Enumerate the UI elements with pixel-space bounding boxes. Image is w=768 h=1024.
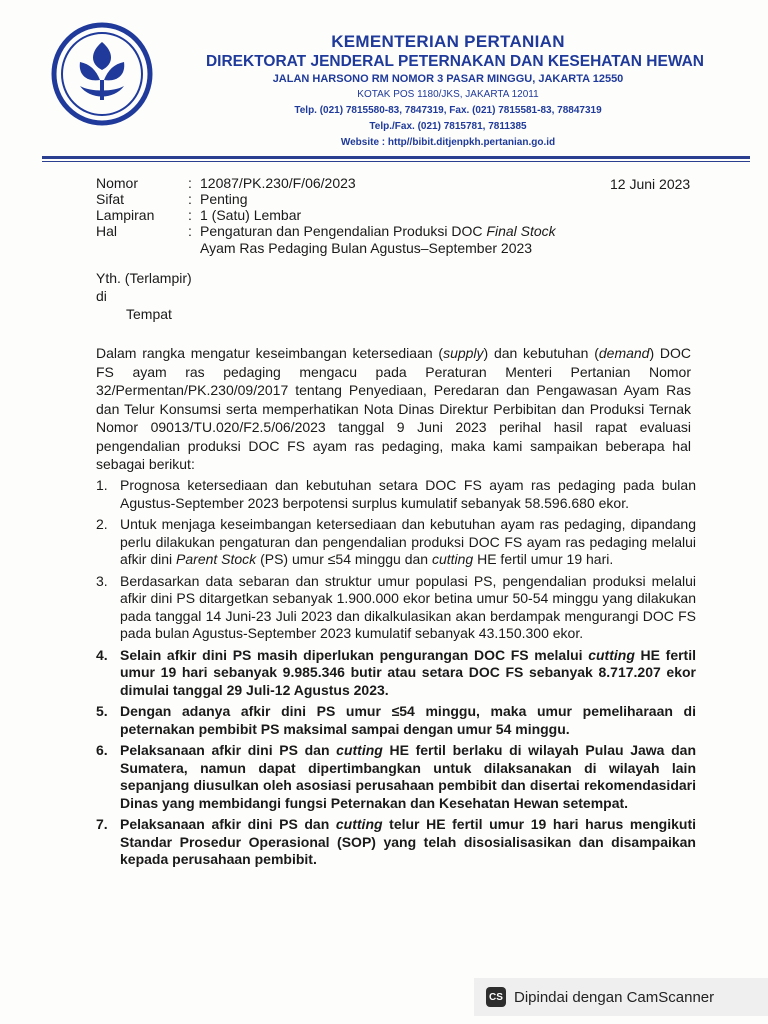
nomor-colon: : <box>188 175 192 191</box>
header-telfax: Telp./Fax. (021) 7815781, 7811385 <box>369 121 527 132</box>
lampiran-label: Lampiran <box>96 207 155 223</box>
hal-value: Pengaturan dan Pengendalian Produksi DOC Final Stock Ayam Ras Pedaging Bulan Agustus–September 2023 <box>200 223 556 256</box>
header-website: Website : http//bibit.ditjenpkh.pertanian.go.id <box>340 137 556 148</box>
header-rule <box>42 156 750 159</box>
nomor-value: 12087/PK.230/F/06/2023 <box>200 175 356 191</box>
list-item: 1. Prognosa ketersediaan dan kebutuhan setara DOC FS ayam ras pedaging pada bulan Agustus-September 2023 berpotensi surplus kumulatif sebanyak 58.596.680 ekor. <box>96 477 696 511</box>
list-item: 6. Pelaksanaan afkir dini PS dan cutting HE fertil berlaku di wilayah Pulau Jawa dan Sumatera, namun dapat dipertimbangkan untuk dilaksanakan di wilayah lain sepanjang diusulkan oleh asosiasi perusahaan pembibit dan disertai rekomendasidari Dinas yang membidangi fungsi Peternakan dan Kesehatan Hewan setempat. <box>96 742 696 811</box>
hal-label: Hal <box>96 223 118 239</box>
intro-paragraph: Dalam rangka mengatur keseimbangan ketersediaan (supply) dan kebutuhan (demand) DOC FS ayam ras pedaging mengacu pada Peraturan Menteri Pertanian Nomor 32/Permentan/PK.230/09/2017 tentang Penyediaan, Peredaran dan Pengawasan Ayam Ras dan Telur Konsumsi serta memperhatikan Nota Dinas Direktur Perbibitan dan Produksi Ternak Nomor 09013/TU.020/F2.5/06/2023 tanggal 9 Juni 2023 perihal hasil rapat evaluasi pengendalian produksi DOC FS ayam ras pedaging, maka kami sampaikan beberapa hal sebagai berikut: <box>96 345 691 472</box>
ministry-logo-icon <box>50 22 154 126</box>
letter-date: 12 Juni 2023 <box>610 176 691 192</box>
sifat-label: Sifat <box>96 191 125 207</box>
header-rule-thin <box>42 161 750 162</box>
list-item: 3. Berdasarkan data sebaran dan struktur umur populasi PS, pengendalian produksi melalui afkir dini PS ditargetkan sebanyak 1.900.000 ekor betina umur 50-54 minggu yang dilakukan pada tanggal 14 Juni-23 Juli 2023 dan dikalkulasikan akan berdampak mengurangi DOC FS pada bulan Agustus-September 2023 kumulatif sebanyak 43.150.300 ekor. <box>96 572 696 641</box>
camscanner-watermark <box>474 978 768 1016</box>
header-address: JALAN HARSONO RM NOMOR 3 PASAR MINGGU, JAKARTA 12550 <box>272 73 624 85</box>
list-item: 2. Untuk menjaga keseimbangan ketersediaan dan kebutuhan ayam ras pedaging, dipandang perlu dilakukan pengaturan dan pengendalian produksi DOC FS ayam ras pedaging melalui afkir dini Parent Stock (PS) umur ≤54 minggu dan cutting HE fertil umur 19 hari. <box>96 516 696 567</box>
camscanner-icon: CS <box>486 987 506 1007</box>
addressee-yth: Yth. (Terlampir) <box>96 270 192 286</box>
sifat-value: Penting <box>200 191 248 207</box>
list-item: 7. Pelaksanaan afkir dini PS dan cutting telur HE fertil umur 19 hari harus mengikuti Standar Prosedur Operasional (SOP) yang telah disosialisasikan dan disampaikan kepada perusahaan pembibit. <box>96 816 696 867</box>
directorate-name: DIREKTORAT JENDERAL PETERNAKAN DAN KESEHATAN HEWAN <box>205 53 705 70</box>
header-pobox: KOTAK POS 1180/JKS, JAKARTA 12011 <box>357 89 539 100</box>
list-item: 4. Selain afkir dini PS masih diperlukan pengurangan DOC FS melalui cutting HE fertil umur 19 hari sebanyak 9.985.346 butir atau setara DOC FS sebanyak 8.717.207 ekor dimulai tanggal 29 Juli-12 Agustus 2023. <box>96 646 696 698</box>
lampiran-colon: : <box>188 207 192 223</box>
header-phone: Telp. (021) 7815580-83, 7847319, Fax. (021) 7815581-83, 78847319 <box>294 105 602 116</box>
hal-colon: : <box>188 223 192 239</box>
list-item: 5. Dengan adanya afkir dini PS umur ≤54 minggu, maka umur pemeliharaan di peternakan pembibit PS maksimal sampai dengan umur 54 minggu. <box>96 703 696 737</box>
addressee-tempat: Tempat <box>126 306 172 322</box>
addressee-di: di <box>96 288 107 304</box>
ministry-name: KEMENTERIAN PERTANIAN <box>331 32 565 51</box>
watermark-text: Dipindai dengan CamScanner <box>514 988 715 1006</box>
points-list <box>96 477 696 873</box>
nomor-label: Nomor <box>96 175 139 191</box>
lampiran-value: 1 (Satu) Lembar <box>200 207 302 223</box>
sifat-colon: : <box>188 191 192 207</box>
